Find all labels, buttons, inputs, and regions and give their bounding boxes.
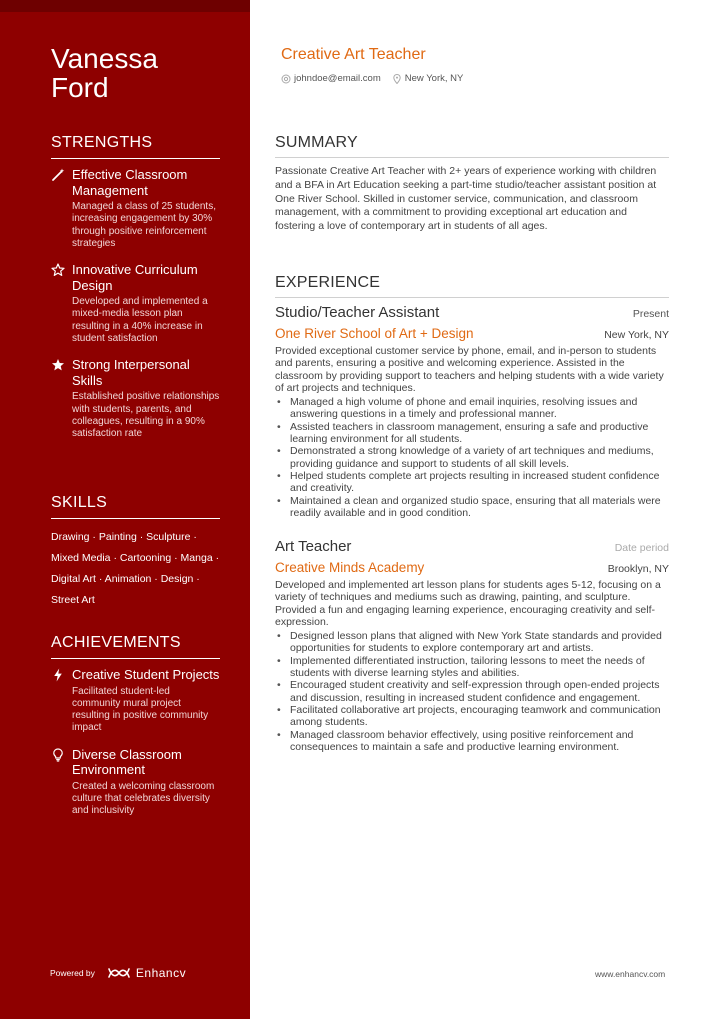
lightbulb-icon: [51, 748, 65, 762]
star-outline-icon: [51, 263, 65, 277]
job-company: One River School of Art + Design: [275, 326, 474, 341]
enhancv-logo[interactable]: [107, 966, 186, 980]
job-date: Date period: [614, 542, 669, 554]
strength-title: Strong Interpersonal Skills: [72, 357, 190, 388]
contact-info: [281, 73, 475, 84]
job-bullet: • Managed classroom behavior effectively, using positive reinforcement and consequences to maintain a safe and productive learning environment.: [275, 729, 669, 754]
strength-description: Established positive relationships with students, parents, and colleagues, resulting in a 90% satisfaction rate: [72, 391, 220, 440]
achievement-title: Creative Student Projects: [72, 667, 220, 682]
job-date: Present: [632, 308, 669, 320]
job-bullet: • Managed a high volume of phone and email inquiries, resolving issues and answering questions in a timely and professional manner.: [275, 396, 669, 421]
website-link[interactable]: www.enhancv.com: [595, 969, 666, 979]
strength-item: [51, 262, 220, 345]
lightning-icon: [51, 668, 65, 682]
email-text: johndoe@email.com: [294, 73, 381, 84]
strength-item: [51, 357, 220, 440]
achievements-section: [51, 634, 220, 830]
achievement-title: Diverse Classroom Environment: [72, 746, 182, 778]
job-bullets: [275, 396, 669, 519]
location-text: New York, NY: [404, 73, 464, 84]
skills-line: Drawing · Painting · Sculpture ·: [51, 531, 197, 543]
job-bullet: • Helped students complete art projects resulting in increased student confidence and creativity.: [275, 470, 669, 495]
job-title: Creative Art Teacher: [281, 46, 426, 63]
candidate-name: [51, 44, 231, 102]
enhancv-brand: Enhancv: [135, 966, 187, 980]
achievement-item: [51, 747, 220, 818]
skills-line: Digital Art · Animation · Design ·: [51, 573, 200, 585]
job-company: Creative Minds Academy: [275, 560, 425, 575]
experience-heading: EXPERIENCE: [275, 274, 669, 298]
strengths-heading: STRENGTHS: [51, 134, 220, 159]
first-name: Vanessa: [51, 43, 158, 74]
strength-title: Innovative Curriculum Design: [72, 262, 198, 293]
job-role: Studio/Teacher Assistant: [275, 304, 440, 321]
job-bullet: • Demonstrated a strong knowledge of a variety of art techniques and mediums, providing guidance and support to students of all skill levels.: [275, 445, 669, 470]
strength-title: Effective Classroom Management: [72, 167, 188, 198]
job-description: Developed and implemented art lesson plans for students ages 5-12, focusing on a variety of techniques and mediums such as drawing, painting, and sculpture. Provided a fun and engaging learning experience, encouraging creativity and self-expression.: [275, 579, 661, 628]
sidebar-top-strip: [0, 0, 250, 12]
experience-entry: [275, 304, 669, 519]
star-filled-icon: [51, 358, 65, 372]
job-location: New York, NY: [604, 329, 669, 341]
sidebar: [0, 0, 250, 1019]
achievement-description: Facilitated student-led community mural project resulting in positive community impact: [72, 685, 209, 734]
strength-item: [51, 167, 220, 250]
location-contact: [393, 73, 464, 84]
last-name: Ford: [51, 72, 109, 103]
skills-list: [51, 527, 220, 611]
enhancv-logo-icon: [107, 967, 131, 979]
summary-heading: SUMMARY: [275, 134, 669, 158]
strength-description: Developed and implemented a mixed-media lesson plan resulting in a 40% increase in student satisfaction: [72, 296, 208, 345]
powered-by: [50, 966, 186, 980]
at-sign-icon: [281, 74, 291, 84]
job-bullet: • Encouraged student creativity and self-expression through open-ended projects and discussion, resulting in increased student confidence and engagement.: [275, 679, 669, 704]
experience-entry: [275, 538, 669, 753]
skills-heading: SKILLS: [51, 494, 220, 519]
location-pin-icon: [393, 74, 401, 84]
job-description: Provided exceptional customer service by phone, email, and in-person to students and parents, ensuring a positive and welcoming experience. Assisted in the classroom by providing support to teachers and helping students with a wide variety of art projects and techniques.: [275, 345, 664, 394]
job-bullets: [275, 630, 669, 753]
job-bullet: • Implemented differentiated instruction, tailoring lessons to meet the needs of students with diverse learning styles and abilities.: [275, 655, 669, 680]
magic-wand-icon: [51, 168, 65, 182]
job-bullet: • Maintained a clean and organized studio space, ensuring that all materials were readily available and in good condition.: [275, 495, 669, 520]
skills-section: [51, 494, 220, 611]
email-contact[interactable]: [281, 73, 381, 84]
achievements-heading: ACHIEVEMENTS: [51, 634, 220, 659]
achievement-description: Created a welcoming classroom culture that celebrates diversity and inclusivity: [72, 780, 215, 817]
job-bullet: • Facilitated collaborative art projects, encouraging teamwork and communication among students.: [275, 704, 669, 729]
strength-description: Managed a class of 25 students, increasing engagement by 30% through positive reinforcement strategies: [72, 201, 216, 249]
powered-by-label: Powered by: [50, 968, 95, 978]
strengths-section: [51, 134, 220, 453]
job-role: Art Teacher: [275, 538, 352, 555]
job-location: Brooklyn, NY: [607, 563, 669, 575]
skills-line: Street Art: [51, 594, 95, 606]
job-bullet: • Assisted teachers in classroom management, ensuring a safe and productive learning environment for all students.: [275, 421, 669, 446]
job-bullet: • Designed lesson plans that aligned with New York State standards and provided opportunities for students to explore contemporary art and artists.: [275, 630, 669, 655]
skills-line: Mixed Media · Cartooning · Manga ·: [51, 552, 220, 564]
achievement-item: [51, 667, 220, 735]
summary-text: Passionate Creative Art Teacher with 2+ years of experience working with children and a BFA in Art Education seeking a part-time studio/teacher assistant position at One River School. Skilled in customer service, communication, and classroom management, with a commitment to providing exceptional art education and fostering a love of contemporary art in students of all ages.: [275, 165, 657, 233]
